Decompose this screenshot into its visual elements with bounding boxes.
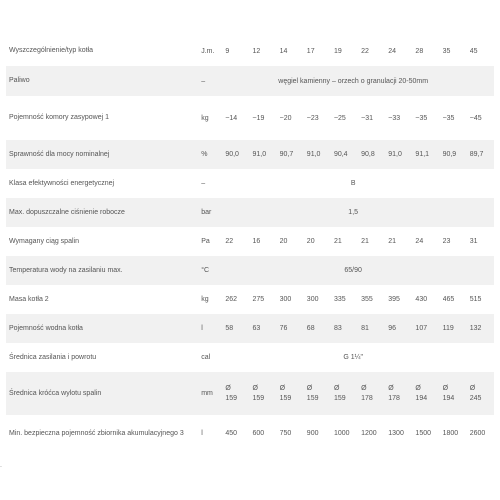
table-row: [6, 66, 494, 96]
row-value: 91,0: [307, 140, 334, 169]
row-value: ~35: [442, 114, 455, 122]
row-value: 16: [252, 238, 261, 245]
diameter-symbol: Ø: [252, 384, 258, 392]
row-unit: J.m.: [201, 47, 215, 55]
row-unit: °C: [201, 256, 225, 285]
row-value: 91,1: [415, 140, 442, 169]
row-value: 90,7: [280, 140, 307, 169]
row-value: 91,0: [388, 140, 415, 169]
row-value: 107: [415, 314, 442, 343]
row-value: 19: [333, 47, 342, 55]
row-value: [252, 372, 279, 415]
row-value: [307, 372, 334, 415]
row-value: 89,7: [470, 140, 494, 169]
row-value: 90,4: [334, 140, 361, 169]
row-value: 1800: [442, 430, 459, 437]
row-value: 119: [443, 314, 470, 343]
row-value: [334, 372, 361, 415]
row-value: 31: [469, 238, 478, 245]
row-value: [443, 372, 470, 415]
diameter-value: 159: [252, 394, 265, 402]
row-value: 262: [225, 296, 238, 303]
row-label: Klasa efektywności energetycznej: [9, 179, 115, 187]
row-value: 90,9: [443, 140, 470, 169]
row-value: 1000: [333, 430, 350, 437]
row-label: Pojemność wodna kotła: [6, 314, 201, 343]
row-value: ~23: [306, 114, 319, 122]
row-value: 465: [442, 296, 455, 303]
row-value: 63: [252, 314, 279, 343]
row-value: ~31: [361, 114, 373, 122]
row-unit: –: [201, 66, 225, 96]
row-value: [225, 372, 252, 415]
row-unit: bar: [201, 198, 225, 227]
row-value: 335: [333, 296, 346, 303]
row-label: Wymagany ciąg spalin: [9, 237, 79, 245]
diameter-value: 194: [415, 394, 428, 402]
row-value: 90,0: [225, 140, 252, 169]
row-value: [361, 372, 388, 415]
row-value: 90,8: [361, 140, 388, 169]
stray-mark: .: [0, 462, 2, 469]
table-row: [6, 256, 494, 285]
row-value: 300: [306, 296, 319, 303]
row-value: 355: [361, 296, 373, 303]
row-value: 28: [415, 47, 424, 55]
row-value: 300: [279, 296, 292, 303]
row-value: 1200: [361, 430, 377, 437]
table-row: [6, 96, 494, 140]
table-row: [6, 415, 494, 452]
row-value: 275: [252, 296, 265, 303]
row-unit: –: [201, 180, 206, 187]
row-value: 450: [225, 430, 238, 437]
diameter-symbol: Ø: [469, 384, 476, 392]
row-value: ~19: [252, 114, 265, 122]
row-label: Średnica króćca wylotu spalin: [6, 372, 201, 415]
row-unit: cal: [201, 354, 211, 361]
row-label: Temperatura wody na zasilaniu max.: [6, 256, 201, 285]
row-label: Min. bezpieczna pojemność zbiornika akumulacyjnego 3: [9, 429, 184, 437]
row-value: 1500: [415, 430, 431, 437]
diameter-value: 159: [333, 394, 346, 402]
diameter-value: 159: [306, 394, 319, 402]
row-label: Masa kotła 2: [9, 295, 49, 303]
row-value: 1300: [388, 430, 404, 437]
row-value: 24: [415, 238, 424, 245]
row-value: 81: [361, 314, 388, 343]
row-unit: Pa: [201, 238, 210, 245]
diameter-symbol: Ø: [279, 384, 286, 392]
row-label: Pojemność komory zasypowej 1: [9, 114, 109, 121]
diameter-symbol: Ø: [415, 384, 421, 392]
row-label: Max. dopuszczalne ciśnienie robocze: [6, 198, 201, 227]
diameter-symbol: Ø: [333, 384, 340, 392]
row-value: 68: [307, 314, 334, 343]
diameter-symbol: Ø: [225, 384, 231, 392]
diameter-value: 159: [225, 394, 238, 402]
row-value: 35: [442, 47, 451, 55]
row-value: 132: [470, 314, 494, 343]
row-value: 600: [252, 430, 265, 437]
row-unit: kg: [201, 296, 209, 303]
boiler-spec-table: [6, 36, 494, 452]
row-value: ~20: [279, 114, 292, 122]
row-value: 45: [469, 47, 478, 55]
row-value: ~45: [469, 114, 482, 122]
table-row: [6, 227, 494, 256]
row-unit: mm: [201, 372, 225, 415]
row-value: 20: [279, 238, 288, 245]
row-value: 21: [333, 238, 342, 245]
row-shared-value: B: [350, 180, 356, 187]
row-value: 900: [306, 430, 319, 437]
row-value: 21: [361, 238, 369, 245]
row-value: 91,0: [252, 140, 279, 169]
row-value: 515: [469, 296, 482, 303]
row-unit: l: [201, 430, 203, 437]
row-label: Sprawność dla mocy nominalnej: [6, 140, 201, 169]
row-value: 58: [225, 314, 252, 343]
table-row: [6, 36, 494, 66]
row-value: 76: [280, 314, 307, 343]
diameter-symbol: Ø: [442, 384, 449, 392]
table-row: [6, 314, 494, 343]
row-value: 20: [306, 238, 315, 245]
diameter-symbol: Ø: [306, 384, 313, 392]
row-value: 430: [415, 296, 428, 303]
row-shared-value: G 1¼": [343, 354, 363, 361]
row-value: [388, 372, 415, 415]
diameter-value: 245: [469, 394, 482, 402]
row-value: 9: [225, 47, 230, 55]
row-shared-value: 65/90: [225, 256, 494, 285]
row-value: ~14: [225, 114, 238, 122]
row-value: 83: [334, 314, 361, 343]
row-shared-value: 1,5: [225, 198, 494, 227]
row-value: 96: [388, 314, 415, 343]
table-row: [6, 372, 494, 415]
row-value: 23: [442, 238, 451, 245]
row-value: 22: [361, 47, 369, 55]
diameter-value: 194: [442, 394, 455, 402]
diameter-value: 159: [279, 394, 292, 402]
diameter-value: 178: [361, 394, 373, 402]
row-label: Wyszczególnienie/typ kotła: [9, 47, 93, 54]
row-value: [280, 372, 307, 415]
row-value: ~25: [333, 114, 346, 122]
row-unit: kg: [201, 114, 209, 122]
table-row: [6, 198, 494, 227]
row-label: Średnica zasilania i powrotu: [9, 353, 97, 361]
row-value: 2600: [469, 430, 486, 437]
row-value: ~33: [388, 114, 401, 122]
row-shared-value: węgiel kamienny – orzech o granulacji 20-50mm: [225, 66, 494, 96]
row-value: 21: [388, 238, 397, 245]
table-row: [6, 343, 494, 372]
row-value: 14: [279, 47, 288, 55]
row-value: 12: [252, 47, 261, 55]
row-value: 395: [388, 296, 400, 303]
spec-table-body: [6, 36, 494, 452]
table-row: [6, 285, 494, 314]
row-value: ~35: [415, 114, 428, 122]
table-row: [6, 169, 494, 198]
row-value: [415, 372, 442, 415]
row-value: 22: [225, 238, 234, 245]
row-unit: l: [201, 314, 225, 343]
diameter-value: 178: [388, 394, 400, 402]
row-value: 17: [306, 47, 315, 55]
diameter-symbol: Ø: [388, 384, 394, 392]
row-value: 750: [279, 430, 292, 437]
row-value: 24: [388, 47, 397, 55]
diameter-symbol: Ø: [361, 384, 367, 392]
row-value: [470, 372, 494, 415]
row-label: Paliwo: [6, 66, 201, 96]
row-unit: %: [201, 140, 225, 169]
table-row: [6, 140, 494, 169]
